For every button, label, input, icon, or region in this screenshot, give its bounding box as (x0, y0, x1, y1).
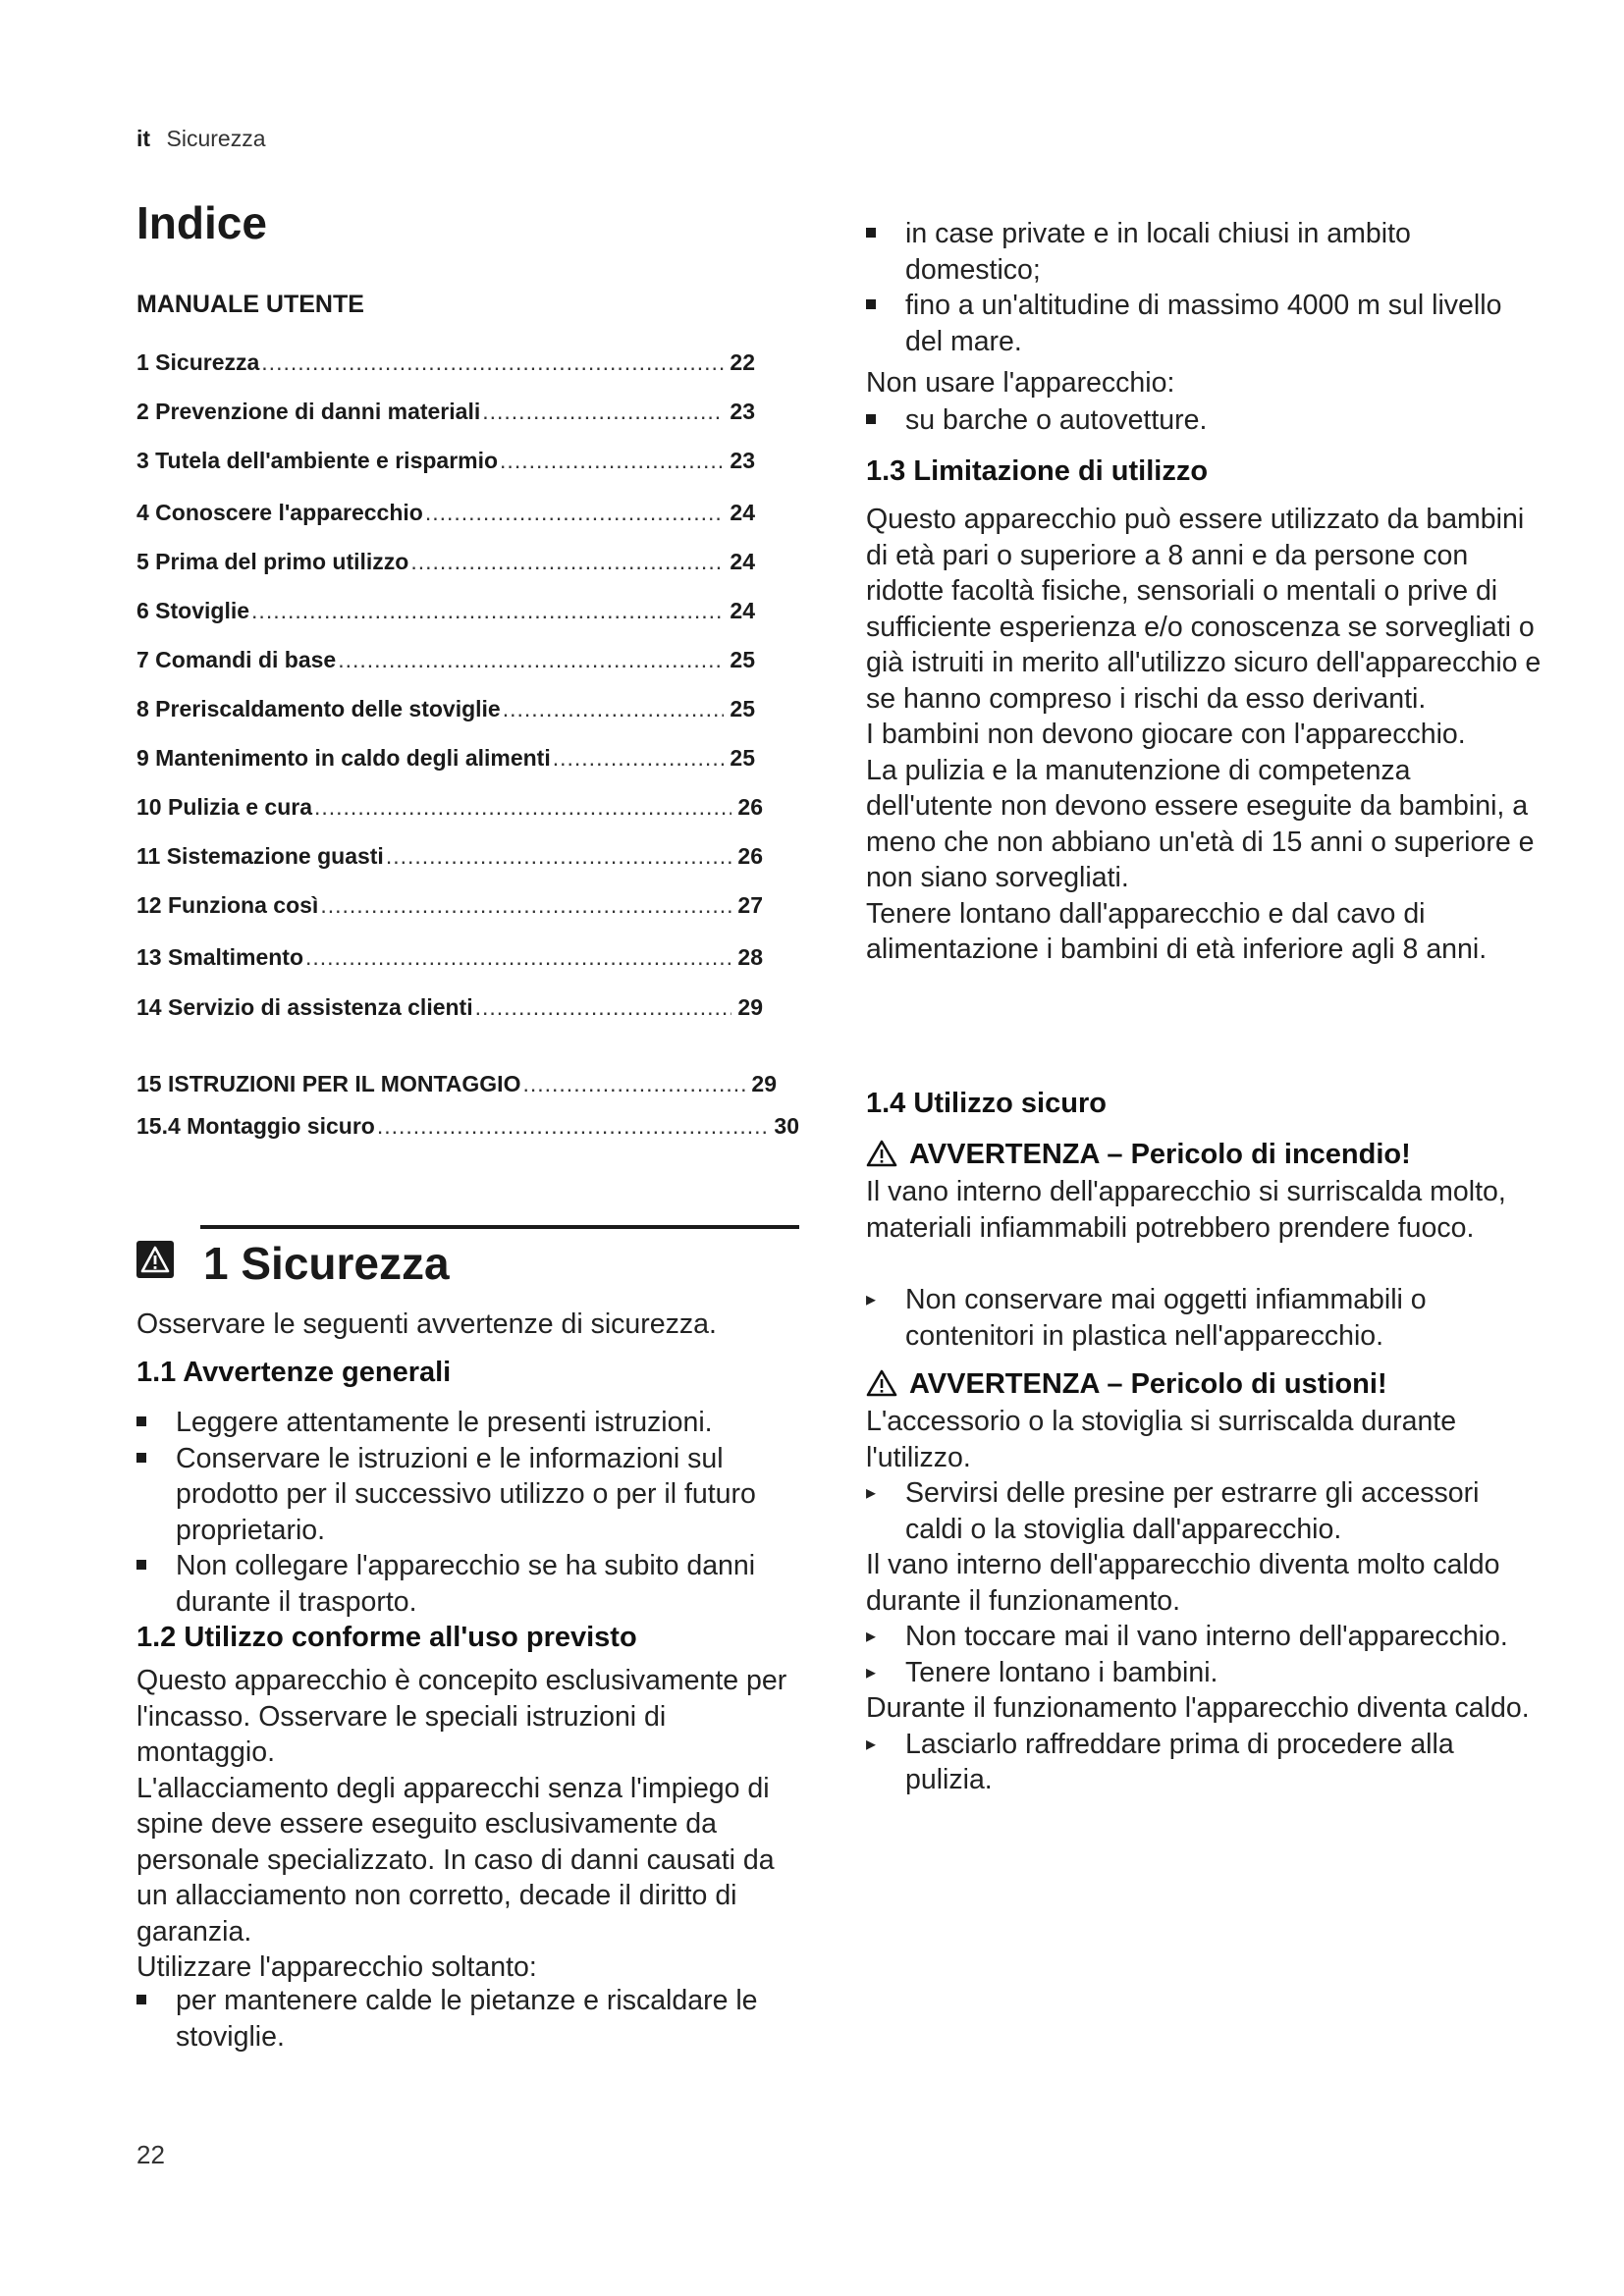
toc-title: Indice (136, 197, 267, 248)
general-warnings-list (136, 1405, 814, 1620)
action-arrow-icon: ▸ (866, 1661, 877, 1683)
toc-entry-page: 26 (737, 843, 763, 869)
toc-entry-page: 25 (730, 647, 755, 672)
fire-warning-actions (866, 1282, 1534, 1354)
burn-warning-body: L'accessorio o la stoviglia si surriscalda durante l'utilizzo. ▸ Servirsi delle presine per estrarre gli accessori caldi o la stoviglia dall'apparecchio. Il vano interno dell'apparecchio diventa molto caldo durante il funzionamento. ▸ Non toccare mai il vano interno dell'apparecchio. ▸ Tenere lontano i bambini. Durante il funzionamento l'apparecchio diventa caldo. ▸ Lasciarlo raffreddare prima di procedere alla pulizia. (866, 1404, 1534, 1798)
list-item: in case private e in locali chiusi in ambito domestico; (866, 216, 1534, 288)
safety-title: 1 Sicurezza (203, 1238, 450, 1289)
action-arrow-icon: ▸ (866, 1626, 877, 1647)
toc-entry[interactable] (136, 696, 755, 722)
list-item: ▸ Tenere lontano i bambini. (866, 1655, 1534, 1691)
bullet-square-icon (866, 402, 876, 439)
toc-entry-label: 9 Mantenimento in caldo degli alimenti (136, 745, 551, 771)
toc-entry[interactable] (136, 944, 763, 971)
toc-entry[interactable] (136, 598, 755, 624)
list-item: ▸ Lasciarlo raffreddare prima di procedere alla pulizia. (866, 1728, 1454, 1795)
toc-entry[interactable] (136, 892, 763, 919)
toc-entry[interactable] (136, 1071, 777, 1097)
toc-entry-label: 7 Comandi di base (136, 647, 337, 672)
toc-entry-page: 30 (774, 1113, 799, 1139)
bullet-square-icon (866, 288, 876, 324)
running-header (136, 126, 266, 152)
toc-entry-label: 14 Servizio di assistenza clienti (136, 994, 473, 1020)
toc-entry-page: 27 (737, 892, 763, 918)
toc-entry-label: 1 Sicurezza (136, 349, 260, 375)
toc-entry-label: 6 Stoviglie (136, 598, 250, 623)
toc-entry[interactable] (136, 500, 755, 526)
action-arrow-icon: ▸ (866, 1289, 877, 1310)
toc-entry-page: 28 (737, 944, 763, 970)
page-number: 22 (136, 2140, 165, 2169)
toc-entry-page: 26 (737, 794, 763, 820)
header-section: Sicurezza (166, 126, 266, 151)
toc-entry-label: 2 Prevenzione di danni materiali (136, 399, 481, 424)
toc-entry[interactable] (136, 745, 755, 772)
heading-rule (200, 1225, 799, 1229)
toc-entry-page: 24 (730, 500, 755, 525)
toc-entry-page: 23 (730, 399, 755, 424)
list-item: ▸ Non conservare mai oggetti infiammabili o contenitori in plastica nell'apparecchio. (866, 1284, 1427, 1352)
toc-entry[interactable] (136, 794, 763, 821)
action-arrow-icon: ▸ (866, 1733, 877, 1755)
list-item: Non collegare l'apparecchio se ha subito danni durante il trasporto. (136, 1548, 814, 1620)
toc-entry-page: 24 (730, 549, 755, 574)
toc-entry-label: 15 ISTRUZIONI PER IL MONTAGGIO (136, 1071, 521, 1096)
toc-entry-page: 25 (730, 696, 755, 721)
toc-entry-label: 11 Sistemazione guasti (136, 843, 384, 869)
list-item: Leggere attentamente le presenti istruzioni. (136, 1405, 814, 1441)
list-item: ▸ Servirsi delle presine per estrarre gli accessori caldi o la stoviglia dall'apparecchio. (866, 1477, 1480, 1545)
list-item: per mantenere calde le pietanze e riscaldare le stoviglie. (136, 1983, 804, 2055)
toc-entry[interactable] (136, 448, 755, 474)
usage-limitation-text: Questo apparecchio può essere utilizzato da bambini di età pari o superiore a 8 anni e da persone con ridotte facoltà fisiche, sensoriali o mentali o prive di sufficiente esperienza e/o conoscenza se sorvegliati o già istruiti in merito all'utilizzo sicuro dell'apparecchio e se hanno compreso i rischi da esso derivanti. I bambini non devono giocare con l'apparecchio. La pulizia e la manutenzione di competenza dell'utente non devono essere eseguite da bambini, a meno che non abbiano un'età di 15 anni o superiore e non siano sorvegliati. Tenere lontano dall'apparecchio e dal cavo di alimentazione i bambini di età inferiore agli 8 anni. (866, 504, 1542, 965)
intended-use-list (136, 1983, 804, 2055)
intended-use-text: Questo apparecchio è concepito esclusivamente per l'incasso. Osservare le speciali istruzioni di montaggio. L'allacciamento degli apparecchi senza l'impiego di spine deve essere eseguito esclusivamente da personale specializzato. In caso di danni causati da un allacciamento non corretto, decade il diritto di garanzia. Utilizzare l'apparecchio soltanto: (136, 1665, 787, 1983)
bullet-square-icon (866, 216, 876, 252)
warning-triangle-icon (866, 1369, 897, 1397)
toc-entry[interactable] (136, 399, 755, 425)
heading-1-2: 1.2 Utilizzo conforme all'uso previsto (136, 1622, 637, 1653)
toc-entry[interactable] (136, 549, 755, 575)
toc-entry-page: 22 (730, 349, 755, 375)
toc-entry[interactable] (136, 994, 763, 1021)
warning-icon (136, 1241, 174, 1278)
bullet-square-icon (136, 1405, 146, 1441)
list-item: Conservare le istruzioni e le informazioni sul prodotto per il successivo utilizzo o per il futuro proprietario. (136, 1441, 814, 1549)
toc-entry-label: 4 Conoscere l'apparecchio (136, 500, 423, 525)
burn-warning-heading: AVVERTENZA – Pericolo di ustioni! (866, 1368, 1387, 1401)
toc-entry-page: 29 (751, 1071, 777, 1096)
toc-entry-page: 29 (737, 994, 763, 1020)
bullet-square-icon (136, 1983, 146, 2019)
bullet-square-icon (136, 1441, 146, 1477)
toc-entry-label: 8 Preriscaldamento delle stoviglie (136, 696, 501, 721)
fire-warning-heading: AVVERTENZA – Pericolo di incendio! (866, 1139, 1411, 1171)
toc-entry[interactable] (136, 349, 755, 376)
warning-triangle-icon (866, 1140, 897, 1167)
no-use-text: Non usare l'apparecchio: (866, 367, 1175, 399)
toc-entry-label: 3 Tutela dell'ambiente e risparmio (136, 448, 499, 473)
toc-subtitle: MANUALE UTENTE (136, 291, 364, 318)
no-use-list (866, 402, 1534, 439)
toc-entry[interactable] (136, 843, 763, 870)
list-item: ▸ Non toccare mai il vano interno dell'apparecchio. (866, 1619, 1534, 1655)
toc-entry-page: 23 (730, 448, 755, 473)
safety-intro: Osservare le seguenti avvertenze di sicurezza. (136, 1308, 717, 1340)
fire-warning-text: Il vano interno dell'apparecchio si surriscalda molto, materiali infiammabili potrebbero prendere fuoco. (866, 1176, 1506, 1244)
toc-entry-page: 25 (730, 745, 755, 771)
intended-use-list-cont (866, 216, 1534, 359)
list-item: su barche o autovetture. (866, 402, 1534, 439)
toc-entry[interactable] (136, 1113, 799, 1140)
heading-1-1: 1.1 Avvertenze generali (136, 1357, 452, 1388)
bullet-square-icon (136, 1548, 146, 1584)
toc-entry-label: 12 Funziona così (136, 892, 319, 918)
header-language: it (136, 126, 151, 151)
burn-warning-actions (866, 1475, 1534, 1547)
toc-entry-label: 13 Smaltimento (136, 944, 303, 970)
toc-entry-label: 10 Pulizia e cura (136, 794, 312, 820)
toc-entry[interactable] (136, 647, 755, 673)
action-arrow-icon: ▸ (866, 1482, 877, 1504)
toc-entry-label: 15.4 Montaggio sicuro (136, 1113, 375, 1139)
heading-1-4: 1.4 Utilizzo sicuro (866, 1088, 1107, 1119)
list-item: fino a un'altitudine di massimo 4000 m sul livello del mare. (866, 288, 1534, 359)
burn-warning-actions (866, 1727, 1534, 1798)
toc-entry-page: 24 (730, 598, 755, 623)
burn-warning-actions (866, 1619, 1534, 1690)
heading-1-3: 1.3 Limitazione di utilizzo (866, 455, 1209, 487)
toc-entry-label: 5 Prima del primo utilizzo (136, 549, 409, 574)
